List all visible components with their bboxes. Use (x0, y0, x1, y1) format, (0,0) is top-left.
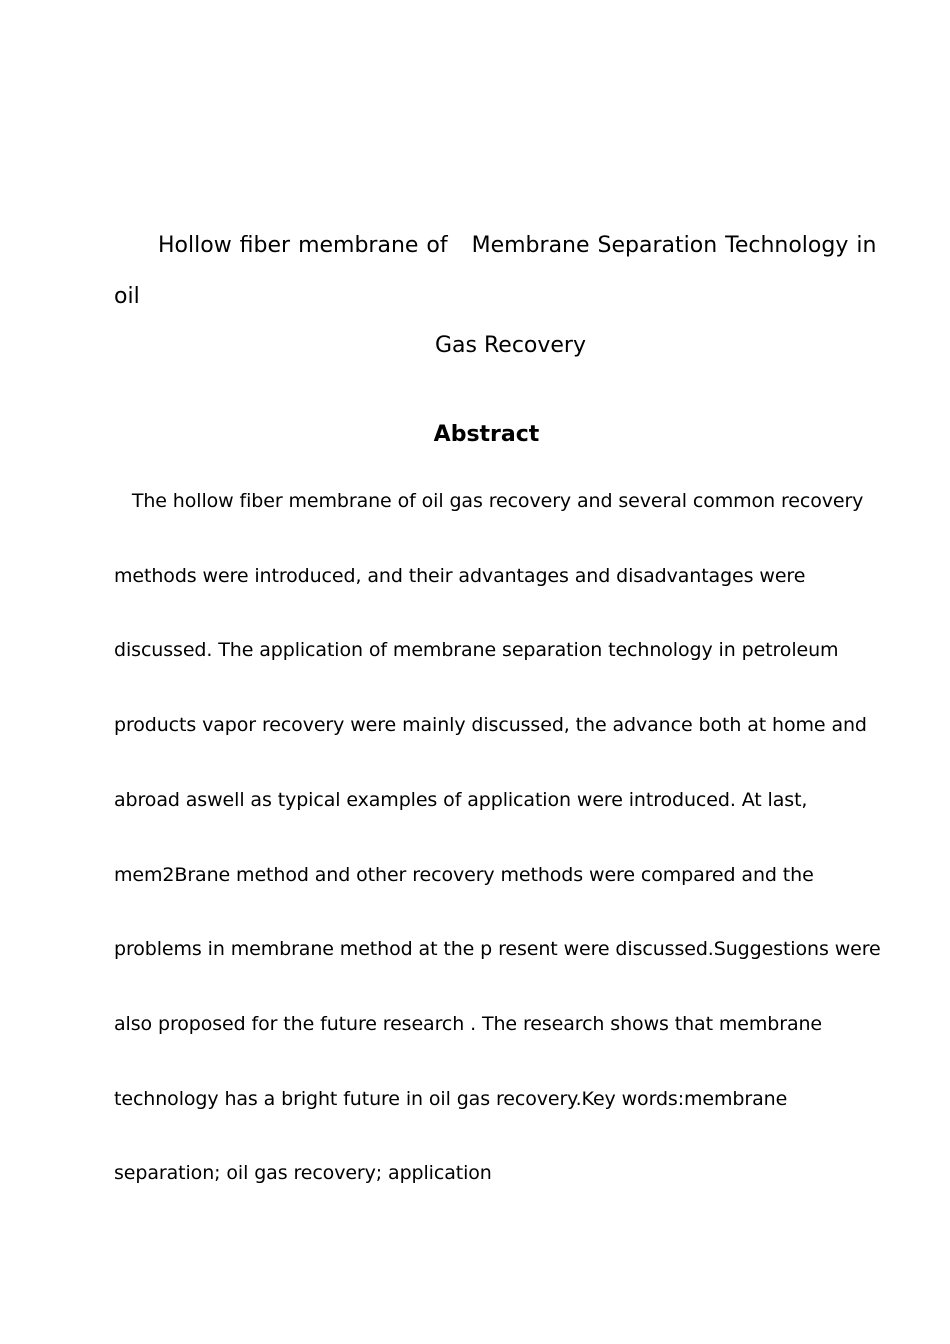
abstract-line: discussed. The application of membrane separation technology in petroleum (114, 639, 839, 661)
abstract-line: products vapor recovery were mainly discussed, the advance both at home and (114, 714, 867, 736)
title-line: oil (114, 284, 140, 309)
abstract-heading: Abstract (433, 422, 540, 447)
abstract-line: mem2Brane method and other recovery methods were compared and the (114, 864, 814, 886)
title-line: Hollow fiber membrane of Membrane Separation Technology in (158, 233, 877, 258)
abstract-line: methods were introduced, and their advantages and disadvantages were (114, 565, 806, 587)
abstract-line: abroad aswell as typical examples of application were introduced. At last, (114, 789, 808, 811)
abstract-line: separation; oil gas recovery; application (114, 1162, 492, 1184)
abstract-line: also proposed for the future research . The research shows that membrane (114, 1013, 823, 1035)
title-line: Gas Recovery (435, 333, 586, 358)
abstract-line: problems in membrane method at the p resent were discussed.Suggestions were (114, 938, 881, 960)
abstract-line: The hollow fiber membrane of oil gas recovery and several common recovery (114, 490, 864, 512)
abstract-line: technology has a bright future in oil gas recovery.Key words:membrane (114, 1088, 788, 1110)
